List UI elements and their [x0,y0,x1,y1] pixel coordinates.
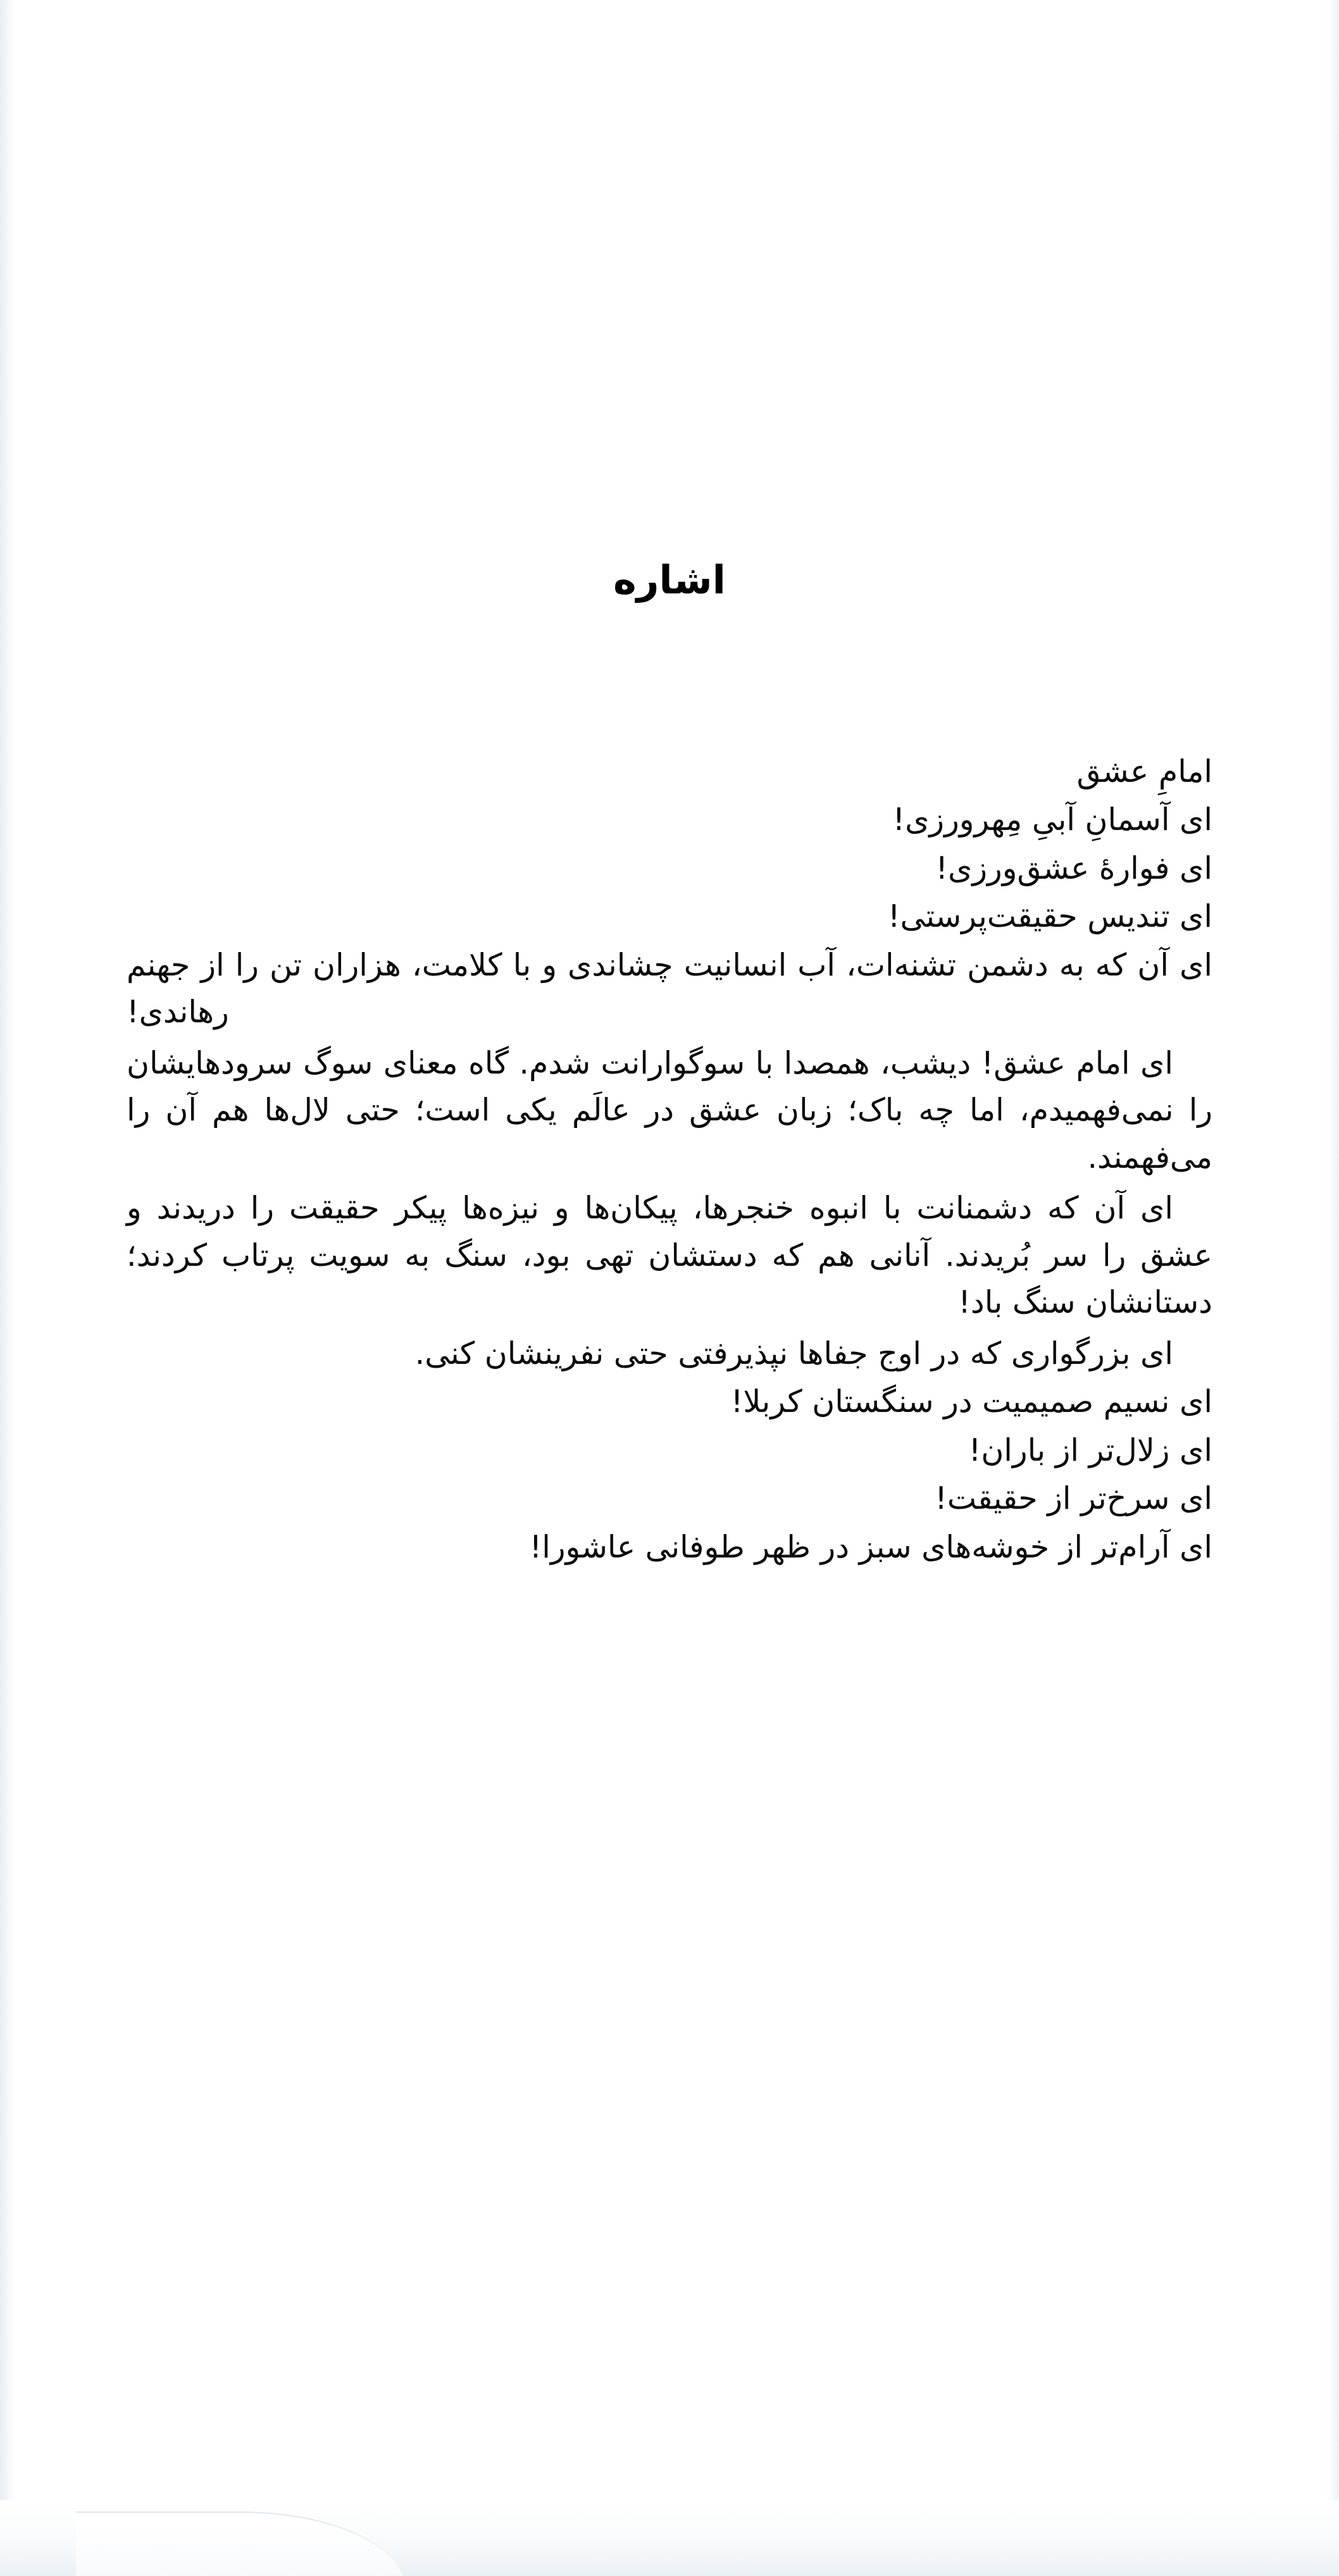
body-text [127,748,1212,1571]
paragraph-1: امامِ عشق [1076,753,1212,790]
paragraph-7: ای آن که دشمنانت با انبوه خنجرها، پیکان‌ها و نیزه‌ها پیکر حقیقت را دریدند و عشق را سر بُریدند. آنانی هم که دستشان تهی بود، سنگ به سویت پرتاب کردند؛ دستانشان سنگ باد! [127,1190,1212,1321]
page-right-edge-shadow [1325,0,1339,2576]
paragraph-12: ای آرام‌تر از خوشه‌های سبز در ظهر طوفانی عاشورا! [529,1528,1212,1565]
paragraph-9: ای نسیم صمیمیت در سنگستان کربلا! [730,1384,1212,1420]
paragraph-6: ای امام عشق! دیشب، همصدا با سوگوارانت شدم. گاه معنای سوگ سرودهایشان را نمی‌فهمیدم، اما چه باک؛ زبان عشق در عالَم یکی است؛ حتی لال‌ها هم آن را می‌فهمند. [127,1044,1212,1175]
chapter-title: اشاره [613,557,726,603]
paragraph-10: ای زلال‌تر از باران! [968,1432,1212,1468]
paragraph-4: ای تندیس حقیقت‌پرستی! [887,898,1212,935]
paragraph-5: ای آن که به دشمن تشنه‌ات، آب انسانیت چشاندی و با کلامت، هزاران تن را از جهنم رهاندی! [127,946,1212,1031]
paragraph-3: ای فوارهٔ عشق‌ورزی! [935,850,1212,886]
paragraph-8: ای بزرگواری که در اوج جفاها نپذیرفتی حتی نفرینشان کنی. [414,1335,1173,1372]
paragraph-2: ای آسمانِ آبیِ مِهرورزی! [892,802,1212,838]
page-content [127,557,1212,1572]
paragraph-11: ای سرخ‌تر از حقیقت! [935,1480,1212,1517]
page-left-edge-shadow [0,0,16,2576]
